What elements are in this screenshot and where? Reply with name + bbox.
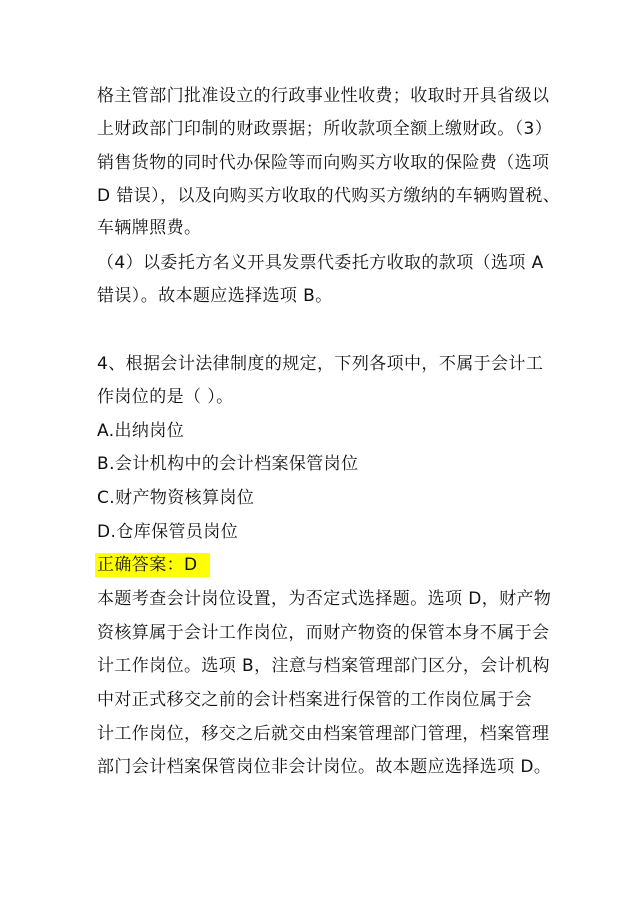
option-b: B.会计机构中的会计档案保管岗位 xyxy=(97,454,359,474)
explanation-line-2: 资核算属于会计工作岗位，而财产物资的保管本身不属于会 xyxy=(97,623,550,643)
prev-explanation-line-5: 车辆牌照费。 xyxy=(97,218,202,238)
explanation-line-5: 计工作岗位，移交之后就交由档案管理部门管理，档案管理 xyxy=(97,724,550,744)
correct-answer-row xyxy=(97,553,210,577)
prev-explanation-line-6: （4）以委托方名义开具发票代委托方收取的款项（选项 A xyxy=(97,253,544,273)
option-c: C.财产物资核算岗位 xyxy=(97,488,255,508)
question-text-line-1: 4、根据会计法律制度的规定，下列各项中，不属于会计工 xyxy=(97,354,544,374)
prev-explanation-line-3: 销售货物的同时代办保险等而向购买方收取的保险费（选项 xyxy=(97,153,550,173)
explanation-line-3: 计工作岗位。选项 B，注意与档案管理部门区分，会计机构 xyxy=(97,656,550,676)
option-d: D.仓库保管员岗位 xyxy=(97,522,239,542)
option-a: A.出纳岗位 xyxy=(97,421,185,441)
prev-explanation-line-1: 格主管部门批准设立的行政事业性收费；收取时开具省级以 xyxy=(97,86,550,106)
explanation-line-4: 中对正式移交之前的会计档案进行保管的工作岗位属于会 xyxy=(97,690,532,710)
explanation-line-6: 部门会计档案保管岗位非会计岗位。故本题应选择选项 D。 xyxy=(97,757,552,777)
prev-explanation-line-7: 错误）。故本题应选择选项 B。 xyxy=(97,286,333,306)
prev-explanation-line-2: 上财政部门印制的财政票据；所收款项全额上缴财政。（3） xyxy=(97,119,553,139)
correct-answer-highlight: 正确答案：D xyxy=(95,553,210,577)
prev-explanation-line-4: D 错误），以及向购买方收取的代购买方缴纳的车辆购置税、 xyxy=(97,186,561,206)
explanation-line-1: 本题考查会计岗位设置，为否定式选择题。选项 D，财产物 xyxy=(97,589,552,609)
question-text-line-2: 作岗位的是（ ）。 xyxy=(97,387,234,407)
